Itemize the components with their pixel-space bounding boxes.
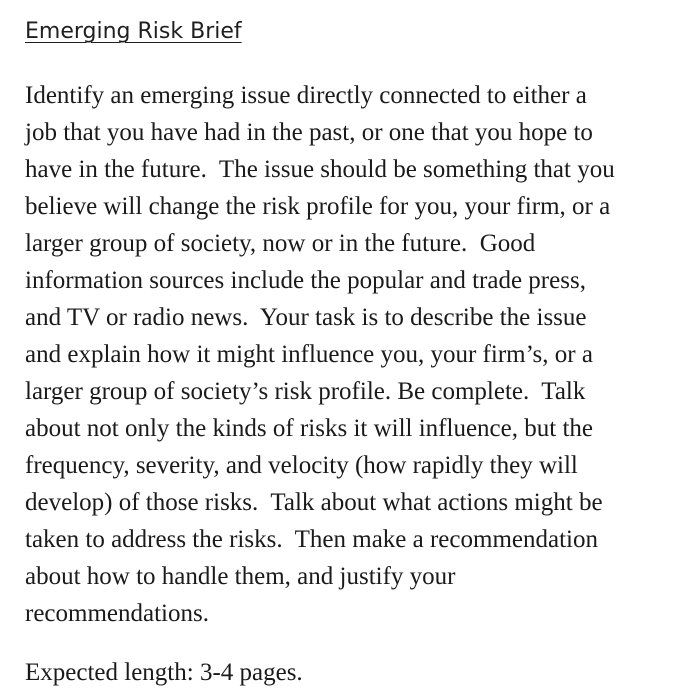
instruction-line: frequency, severity, and velocity (how rapidly they will xyxy=(25,452,578,479)
instruction-line: believe will change the risk profile for you, your firm, or a xyxy=(25,193,611,220)
instruction-line: recommendations. xyxy=(25,600,209,627)
expected-length: Expected length: 3-4 pages. xyxy=(25,659,303,686)
instruction-line: and explain how it might influence you, your firm’s, or a xyxy=(25,341,593,368)
instruction-line: larger group of society, now or in the future. Good xyxy=(25,230,536,257)
instruction-line: develop) of those risks. Talk about what actions might be xyxy=(25,489,603,516)
instruction-line: information sources include the popular and trade press, xyxy=(25,267,586,294)
assignment-instructions xyxy=(25,77,675,632)
instruction-line: job that you have had in the past, or one that you hope to xyxy=(25,119,593,146)
instruction-line: about how to handle them, and justify your xyxy=(25,563,456,590)
instruction-line: taken to address the risks. Then make a recommendation xyxy=(25,526,598,553)
instruction-line: and TV or radio news. Your task is to describe the issue xyxy=(25,304,587,331)
document-title: Emerging Risk Brief xyxy=(25,19,242,44)
instruction-line: about not only the kinds of risks it will influence, but the xyxy=(25,415,593,442)
instruction-line: Identify an emerging issue directly connected to either a xyxy=(25,82,587,109)
instruction-line: larger group of society’s risk profile. Be complete. Talk xyxy=(25,378,586,405)
instruction-line: have in the future. The issue should be something that you xyxy=(25,156,615,183)
